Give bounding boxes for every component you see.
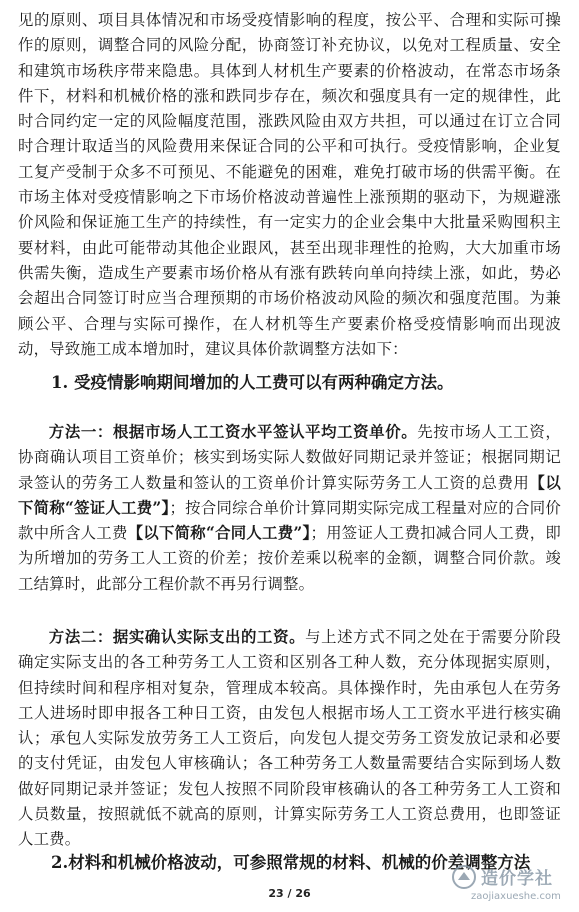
watermark-title: 造价学社 [481, 869, 553, 889]
paragraph-method-one [18, 420, 561, 597]
method-one-bracket-2: 【以下简称“合同人工费”】 [127, 524, 311, 543]
method-one-label: 方法一：根据市场人工工资水平签认平均工资单价。 [48, 423, 418, 441]
method-one-text-3: ；用签证人工费扣减合同人工费，即为所增加的劳务工人工资的价差；按价差乘以税率的金额，调整合同价款。竣工结算时，此部分工程价款不再另行调整。 [18, 524, 562, 593]
paragraph-risk-allocation: 见的原则、项目具体情况和市场受疫情影响的程度，按公平、合理和实际可操作的原则，调整合同的风险分配，协商签订补充协议，以免对工程质量、安全和建筑市场秩序带来隐患。具体到人材机生产要素的价格波动，在常态市场条件下，材料和机械价格的涨和跌同步存在，频次和强度具有一定的规律性，此时合同约定一定的风险幅度范围，涨跌风险由双方共担，可以通过在订立合同时合理计取适当的风险费用来保证合同的公平和可执行。受疫情影响，企业复工复产受制于众多不可预见、不能避免的困难，难免打破市场的供需平衡。在市场主体对受疫情影响之下市场价格波动普遍性上涨预期的驱动下，为规避涨价风险和保证施工生产的持续性，有一定实力的企业会集中大批量采购囤积主要材料，由此可能带动其他企业跟风，甚至出现非理性的抢购，大大加重市场供需失衡，造成生产要素市场价格从有涨有跌转向单向持续上涨，如此，势必会超出合同签订时应当合理预期的市场价格波动风险的频次和强度范围。为兼顾公平、合理与实际可操作，在人材机等生产要素价格受疫情影响而出现波动，导致施工成本增加时，建议具体价款调整方法如下： [18, 11, 561, 358]
method-one-text-2: ；按合同综合单价计算同期实际完成工程量对应的合同价款中所含人工费 [18, 498, 561, 543]
watermark-url: zaojiaxueshe.com [471, 891, 561, 902]
watermark-logo-icon [451, 864, 477, 890]
method-two-text: 与上述方式不同之处在于需要分阶段确定实际支出的各工种劳务工人工资和区别各工种人数，充分体现据实原则，但持续时间和程序相对复杂，管理成本较高。具体操作时，先由承包人在劳务工人进场时即申报各工种日工资，由发包人根据市场人工工资水平进行核实确认；承包人实际发放劳务工人工资后，向发包人提交劳务工资发放记录和必要的支付凭证，由发包人审核确认；各工种劳务工人数量需要结合实际到场人数做好同期记录并签证；发包人按照不同阶段审核确认的各工种劳务工人工资和人员数量，按照就低不就高的原则，计算实际劳务工人工资总费用，也即签证人工费。 [18, 628, 562, 849]
heading-material-machine: 2.材料和机械价格波动，可参照常规的材料、机械的价差调整方法 [51, 853, 531, 872]
paragraph-method-two [18, 625, 561, 853]
page-number: 23 / 26 [268, 887, 311, 900]
method-two-label: 方法二：据实确认实际支出的工资。 [48, 628, 306, 646]
watermark [451, 862, 571, 908]
method-one-bracket-1: 【以下简称“签证人工费”】 [18, 473, 561, 517]
method-one-text-1: 先按市场人工工资，协商确认项目工资单价；核实到场实际人数做好同期记录并签证；根据同期记录签认的劳务工人数量和签认的工资单价计算实际劳务工人工资的总费用 [18, 423, 561, 492]
heading-labor-cost: 1. 受疫情影响期间增加的人工费可以有两种确定方法。 [51, 373, 454, 392]
